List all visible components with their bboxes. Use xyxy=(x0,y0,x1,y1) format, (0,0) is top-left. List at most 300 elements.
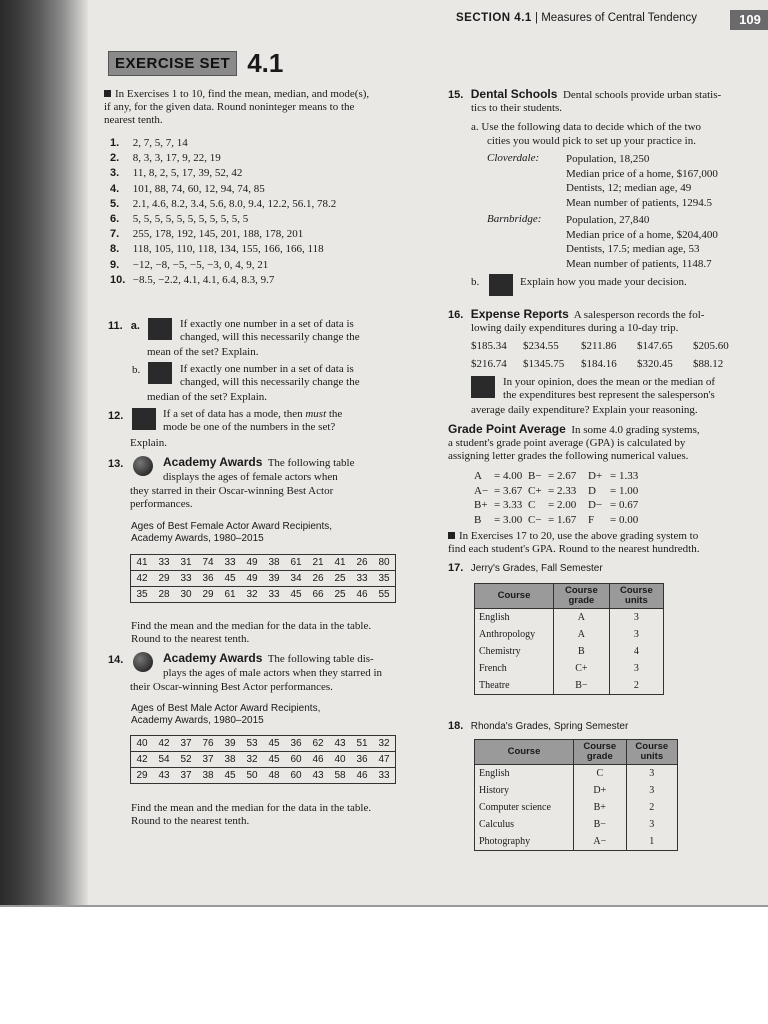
table-cell: 49 xyxy=(246,557,258,568)
writing-pencil-icon xyxy=(148,362,172,384)
grade-value: = 2.67 xyxy=(548,470,577,482)
table-cell: 25 xyxy=(329,571,351,587)
grade-cell: A xyxy=(554,626,610,643)
caption-line: Ages of Best Male Actor Award Recipients, xyxy=(131,703,321,714)
expense-value: $205.60 xyxy=(693,340,729,352)
part-label: b. xyxy=(132,364,141,376)
grade-row xyxy=(474,513,638,528)
table-cell: 29 xyxy=(197,587,219,603)
units-cell: 1 xyxy=(626,833,677,851)
exercise-13-text xyxy=(130,485,333,511)
stat-line: Population, 27,840 xyxy=(566,214,650,226)
table-row xyxy=(131,587,396,603)
expense-value: $147.65 xyxy=(637,340,673,352)
grade-value: = 1.33 xyxy=(610,470,639,482)
caption-line: Ages of Best Female Actor Award Recipients, xyxy=(131,521,333,532)
exercise-set-label: EXERCISE SET xyxy=(108,51,237,76)
table-cell: 33 xyxy=(351,571,373,587)
table-cell: 60 xyxy=(285,768,307,784)
table-cell: 29 xyxy=(153,571,175,587)
table-cell: 52 xyxy=(175,752,197,768)
grade-letter: B xyxy=(474,513,482,526)
exercise-item xyxy=(110,227,336,242)
expenses-row-2 xyxy=(471,358,723,371)
text-line: median of the set? Explain. xyxy=(147,391,268,403)
table-cell: 45 xyxy=(263,752,285,768)
table-row xyxy=(475,609,664,627)
grade-letter: D− xyxy=(588,499,603,511)
exercise-data: −12, −8, −5, −5, −3, 0, 4, 9, 21 xyxy=(132,258,269,271)
grade-letter: C+ xyxy=(528,484,542,497)
table-row xyxy=(475,816,678,833)
text-line: In your opinion, does the mean or the median of xyxy=(503,376,716,388)
text-part: the xyxy=(326,408,343,420)
text-line: displays the ages of female actors when xyxy=(163,471,338,483)
exercise-item xyxy=(110,212,336,227)
grade-cell: B− xyxy=(574,816,627,833)
table-header-row xyxy=(475,584,664,609)
grade-value: = 3.67 xyxy=(494,484,523,497)
exercise-item xyxy=(110,197,336,212)
grade-value: = 4.00 xyxy=(494,470,523,482)
grade-row xyxy=(474,469,638,484)
gpa-title: Grade Point Average xyxy=(448,422,566,436)
text-line: performances. xyxy=(130,498,193,510)
grade-value: = 0.67 xyxy=(610,499,639,511)
section-title: Measures of Central Tendency xyxy=(541,12,697,24)
exercise-11b-text xyxy=(180,363,360,389)
table-cell: 40 xyxy=(136,738,148,749)
writing-pencil-icon xyxy=(132,408,156,430)
exercise-number: 2. xyxy=(110,152,120,165)
table-cell: 62 xyxy=(312,738,324,749)
intro-line: nearest tenth. xyxy=(104,114,163,126)
grade-letter: B+ xyxy=(474,499,488,511)
course-cell: Calculus xyxy=(475,816,574,833)
exercise-number: 5. xyxy=(110,197,120,210)
exercise-data: 118, 105, 110, 118, 134, 155, 166, 166, 118 xyxy=(132,243,324,256)
table-cell: 32 xyxy=(378,738,390,749)
table-cell: 76 xyxy=(202,738,214,749)
column-header: Course grade xyxy=(554,584,610,609)
book-spine-shadow xyxy=(0,0,88,905)
exercise-11a-text xyxy=(180,318,360,344)
table-cell: 31 xyxy=(180,557,192,568)
exercise-data: 2, 7, 5, 7, 14 xyxy=(132,137,188,149)
units-cell: 4 xyxy=(609,643,663,660)
exercise-item xyxy=(110,136,336,151)
table-row xyxy=(475,799,678,816)
group-activity-icon xyxy=(133,652,153,672)
exercise-12-number xyxy=(108,410,128,423)
exercise-data: 2.1, 4.6, 8.2, 3.4, 5.6, 8.0, 9.4, 12.2, 56.1, 78.2 xyxy=(132,197,337,210)
text-part: If a set of data has a mode, then xyxy=(163,408,306,420)
column-header: Course xyxy=(475,740,574,765)
exercise-number: 18. xyxy=(448,720,464,732)
grade-row xyxy=(474,484,638,499)
column-header: Course grade xyxy=(574,740,627,765)
exercises-1-10 xyxy=(110,136,336,288)
exercise-data: 101, 88, 74, 60, 12, 94, 74, 85 xyxy=(132,182,265,195)
table-cell: 29 xyxy=(131,768,154,784)
expense-value: $185.34 xyxy=(471,340,507,352)
exercise-number: 1. xyxy=(110,137,120,149)
caption-line: Academy Awards, 1980–2015 xyxy=(131,715,264,726)
text-line: their Oscar-winning Best Actor performances. xyxy=(130,681,333,693)
grade-letter: A xyxy=(474,470,482,482)
exercise-title: Academy Awards xyxy=(163,455,263,469)
text-line: If exactly one number in a set of data is xyxy=(180,363,354,375)
grade-value: = 1.00 xyxy=(610,484,639,497)
stat-line: Dentists, 12; median age, 49 xyxy=(566,182,692,194)
text-line: changed, will this necessarily change the xyxy=(180,331,360,343)
course-cell: French xyxy=(475,660,554,677)
page-number: 109 xyxy=(730,10,768,30)
stat-line: Mean number of patients, 1294.5 xyxy=(566,196,713,209)
writing-pencil-icon xyxy=(148,318,172,340)
table-row xyxy=(475,677,664,695)
table-cell: 40 xyxy=(329,752,351,768)
grade-letter: D+ xyxy=(588,470,603,482)
stat-line: Median price of a home, $167,000 xyxy=(566,167,718,180)
units-cell: 2 xyxy=(626,799,677,816)
exercise-item xyxy=(110,166,336,181)
table-row xyxy=(131,555,396,571)
exercise-title: Academy Awards xyxy=(163,651,263,665)
grade-letter: C− xyxy=(528,513,542,526)
course-cell: Photography xyxy=(475,833,574,851)
exercise-data: 8, 3, 3, 17, 9, 22, 19 xyxy=(132,152,221,165)
table-cell: 33 xyxy=(175,571,197,587)
table-cell: 43 xyxy=(334,738,346,749)
part-label: b. xyxy=(471,276,480,288)
units-cell: 3 xyxy=(609,609,663,627)
grade-values xyxy=(474,469,638,527)
stat-line: Median price of a home, $204,400 xyxy=(566,228,718,241)
table-cell: 33 xyxy=(224,557,236,568)
table-cell: 41 xyxy=(136,557,148,568)
exercise-item xyxy=(110,273,336,288)
grade-letter: D xyxy=(588,484,596,497)
table-row xyxy=(131,752,396,768)
bullet-square-icon xyxy=(448,532,455,539)
table-cell: 37 xyxy=(197,752,219,768)
text-line: a student's grade point average (GPA) is calculated by xyxy=(448,437,686,449)
table-cell: 42 xyxy=(131,752,154,768)
units-cell: 2 xyxy=(609,677,663,695)
expense-value: $216.74 xyxy=(471,358,507,370)
grade-cell: B xyxy=(554,643,610,660)
text-line: changed, will this necessarily change the xyxy=(180,376,360,388)
exercise-number: 8. xyxy=(110,243,120,256)
text-line: average daily expenditure? Explain your reasoning. xyxy=(471,404,698,416)
course-cell: Theatre xyxy=(475,677,554,695)
expense-value: $234.55 xyxy=(523,340,559,352)
part-label: a. xyxy=(130,320,140,332)
table-cell: 53 xyxy=(246,738,258,749)
exercise-number: 6. xyxy=(110,213,120,226)
text-line: mean of the set? Explain. xyxy=(147,346,259,358)
text-part: The following table dis- xyxy=(267,653,374,665)
emphasis: must xyxy=(305,408,327,420)
table-row xyxy=(131,736,396,752)
grade-letter: B− xyxy=(528,470,542,482)
exercise-set-number: 4.1 xyxy=(247,48,284,78)
intro-line xyxy=(448,530,699,543)
table-cell: 33 xyxy=(158,557,170,568)
running-header xyxy=(456,12,697,24)
exercise-number: 12. xyxy=(108,410,124,422)
table-cell: 43 xyxy=(307,768,329,784)
table-cell: 37 xyxy=(175,768,197,784)
table-cell: 51 xyxy=(356,738,368,749)
exercise-14-number xyxy=(108,654,128,667)
intro-line xyxy=(104,88,369,101)
exercise-18-title xyxy=(448,720,628,733)
text-line: Explain how you made your decision. xyxy=(520,276,687,288)
stat-line: Population, 18,250 xyxy=(566,153,650,165)
table-cell: 38 xyxy=(197,768,219,784)
course-cell: Chemistry xyxy=(475,643,554,660)
writing-pencil-icon xyxy=(489,274,513,296)
table-cell: 46 xyxy=(307,752,329,768)
exercise-title: Dental Schools xyxy=(470,87,558,101)
table-cell: 32 xyxy=(241,587,263,603)
text-line: plays the ages of male actors when they starred in xyxy=(163,667,383,679)
text-line: tics to their students. xyxy=(471,102,563,114)
exercise-13-after xyxy=(131,620,371,646)
table-cell: 42 xyxy=(131,571,154,587)
text-part: A salesperson records the fol- xyxy=(573,309,705,321)
text-part: In some 4.0 grading systems, xyxy=(571,424,700,436)
grade-value: = 1.67 xyxy=(548,513,577,526)
exercise-number: 10. xyxy=(110,273,126,286)
table-cell: 35 xyxy=(373,571,396,587)
rhonda-grades-table xyxy=(474,739,678,851)
table-cell: 60 xyxy=(285,752,307,768)
table-cell: 45 xyxy=(219,768,241,784)
exercise-14-after xyxy=(131,802,371,828)
table-cell: 37 xyxy=(180,738,192,749)
table-cell: 47 xyxy=(373,752,396,768)
table-caption xyxy=(131,521,332,545)
table-row xyxy=(475,765,678,783)
text-line: Find the mean and the median for the data in the table. xyxy=(131,802,372,814)
exercise-number: 16. xyxy=(448,309,464,321)
table-cell: 43 xyxy=(153,768,175,784)
expense-value: $184.16 xyxy=(581,358,617,370)
group-activity-icon xyxy=(133,456,153,476)
female-ages-table xyxy=(130,554,396,603)
table-cell: 28 xyxy=(153,587,175,603)
text-line: a. Use the following data to decide which of the two xyxy=(471,121,702,133)
grade-value: = 3.00 xyxy=(494,513,523,526)
jerry-grades-table xyxy=(474,583,664,695)
gpa-title-line xyxy=(448,423,700,437)
table-cell: 46 xyxy=(351,768,373,784)
table-title: Jerry's Grades, Fall Semester xyxy=(470,563,603,574)
scan-bottom-edge xyxy=(0,905,768,907)
table-cell: 45 xyxy=(219,571,241,587)
column-header: Course units xyxy=(626,740,677,765)
grade-value: = 3.33 xyxy=(494,499,523,511)
exercise-14-title-line xyxy=(163,652,374,666)
grade-row xyxy=(474,498,638,513)
table-cell: 33 xyxy=(263,587,285,603)
city-stats xyxy=(566,152,718,210)
exercise-16-title-line xyxy=(448,308,704,322)
course-cell: Anthropology xyxy=(475,626,554,643)
table-cell: 36 xyxy=(290,738,302,749)
exercise-number: 17. xyxy=(448,562,464,574)
table-cell: 38 xyxy=(219,752,241,768)
exercise-12-text xyxy=(163,408,342,434)
exercise-number: 4. xyxy=(110,182,120,195)
table-cell: 39 xyxy=(263,571,285,587)
intro-text: In Exercises 1 to 10, find the mean, median, and mode(s), xyxy=(115,88,370,100)
table-cell: 33 xyxy=(373,768,396,784)
table-cell: 61 xyxy=(290,557,302,568)
exercise-13-number xyxy=(108,458,128,471)
expense-value: $320.45 xyxy=(637,358,673,370)
table-cell: 46 xyxy=(351,587,373,603)
grade-cell: B− xyxy=(554,677,610,695)
table-cell: 35 xyxy=(131,587,154,603)
exercise-number: 14. xyxy=(108,654,124,666)
units-cell: 3 xyxy=(626,782,677,799)
table-cell: 34 xyxy=(285,571,307,587)
units-cell: 3 xyxy=(609,626,663,643)
text-part: Dental schools provide urban statis- xyxy=(562,89,722,101)
grade-letter: C xyxy=(528,499,536,511)
course-cell: English xyxy=(475,609,554,627)
exercise-number: 7. xyxy=(110,228,120,241)
units-cell: 3 xyxy=(609,660,663,677)
table-cell: 74 xyxy=(202,557,214,568)
table-cell: 48 xyxy=(263,768,285,784)
text-line: Explain. xyxy=(130,437,167,449)
grade-value: = 2.00 xyxy=(548,499,577,511)
male-ages-table xyxy=(130,735,396,784)
grade-value: = 2.33 xyxy=(548,484,577,497)
exercise-item xyxy=(110,151,336,166)
exercise-data: 5, 5, 5, 5, 5, 5, 5, 5, 5, 5, 5 xyxy=(132,213,249,226)
table-cell: 80 xyxy=(378,557,390,568)
grade-letter: A− xyxy=(474,484,489,497)
table-row xyxy=(475,643,664,660)
city-name: Barnbridge: xyxy=(487,213,542,225)
exercise-item xyxy=(110,242,336,257)
exercise-11 xyxy=(108,320,140,333)
section-label: SECTION 4.1 xyxy=(456,12,532,24)
text-line: they starred in their Oscar-winning Best Actor xyxy=(130,485,334,497)
text-line: Round to the nearest tenth. xyxy=(131,633,250,645)
exercise-title: Expense Reports xyxy=(470,307,569,321)
exercise-17-title xyxy=(448,562,603,575)
table-row xyxy=(475,626,664,643)
text-line: Find the mean and the median for the data in the table. xyxy=(131,620,372,632)
stat-line: Mean number of patients, 1148.7 xyxy=(566,257,712,270)
table-cell: 38 xyxy=(268,557,280,568)
text-line: the expenditures best represent the salesperson's xyxy=(503,389,715,401)
grade-cell: B+ xyxy=(574,799,627,816)
grade-cell: C xyxy=(574,765,627,783)
writing-pencil-icon xyxy=(471,376,495,398)
table-cell: 32 xyxy=(241,752,263,768)
table-row xyxy=(475,660,664,677)
column-header: Course units xyxy=(609,584,663,609)
grade-cell: D+ xyxy=(574,782,627,799)
text-line: lowing daily expenditures during a 10-day trip. xyxy=(471,322,679,334)
table-cell: 61 xyxy=(219,587,241,603)
column-header: Course xyxy=(475,584,554,609)
units-cell: 3 xyxy=(626,765,677,783)
exercise-set-heading xyxy=(108,48,283,79)
city-stats xyxy=(566,213,718,271)
table-row xyxy=(475,833,678,851)
grade-letter: F xyxy=(588,513,595,526)
expense-value: $1345.75 xyxy=(523,358,565,370)
units-cell: 3 xyxy=(626,816,677,833)
exercise-data: −8.5, −2.2, 4.1, 4.1, 6.4, 8.3, 9.7 xyxy=(132,273,275,286)
course-cell: Computer science xyxy=(475,799,574,816)
table-cell: 21 xyxy=(312,557,324,568)
exercise-number: 3. xyxy=(110,167,120,180)
exercise-number: 9. xyxy=(110,258,120,271)
grade-cell: A− xyxy=(574,833,627,851)
table-cell: 49 xyxy=(241,571,263,587)
table-cell: 26 xyxy=(356,557,368,568)
text-line xyxy=(163,408,342,421)
exercise-number: 13. xyxy=(108,458,124,470)
grade-cell: C+ xyxy=(554,660,610,677)
intro-1-10 xyxy=(104,88,369,127)
table-cell: 36 xyxy=(197,571,219,587)
exercise-item xyxy=(110,258,336,273)
table-cell: 42 xyxy=(158,738,170,749)
expense-value: $211.86 xyxy=(581,340,617,352)
expenses-row-1 xyxy=(471,340,729,353)
table-cell: 39 xyxy=(224,738,236,749)
intro-17-20 xyxy=(448,530,699,556)
table-row xyxy=(131,768,396,784)
grade-value: = 0.00 xyxy=(610,513,639,526)
grade-cell: A xyxy=(554,609,610,627)
table-cell: 41 xyxy=(334,557,346,568)
bullet-square-icon xyxy=(104,90,111,97)
exercise-15-title-line xyxy=(448,88,721,102)
exercise-13-title-line xyxy=(163,456,354,470)
table-cell: 50 xyxy=(241,768,263,784)
text-line: mode be one of the numbers in the set? xyxy=(163,421,336,433)
city-name: Cloverdale: xyxy=(487,152,540,164)
expense-value: $88.12 xyxy=(693,358,724,370)
exercise-number: 11. xyxy=(108,320,123,332)
table-cell: 66 xyxy=(307,587,329,603)
course-cell: English xyxy=(475,765,574,783)
gpa-intro xyxy=(448,437,688,463)
caption-line: Academy Awards, 1980–2015 xyxy=(131,533,264,544)
table-cell: 45 xyxy=(268,738,280,749)
text-line: If exactly one number in a set of data is xyxy=(180,318,354,330)
course-cell: History xyxy=(475,782,574,799)
exercise-item xyxy=(110,182,336,197)
exercise-number: 15. xyxy=(448,89,464,101)
table-cell: 45 xyxy=(285,587,307,603)
text-line: cities you would pick to set up your practice in. xyxy=(487,135,696,147)
table-header-row xyxy=(475,740,678,765)
intro-line: if any, for the given data. Round noninteger means to the xyxy=(104,101,355,113)
